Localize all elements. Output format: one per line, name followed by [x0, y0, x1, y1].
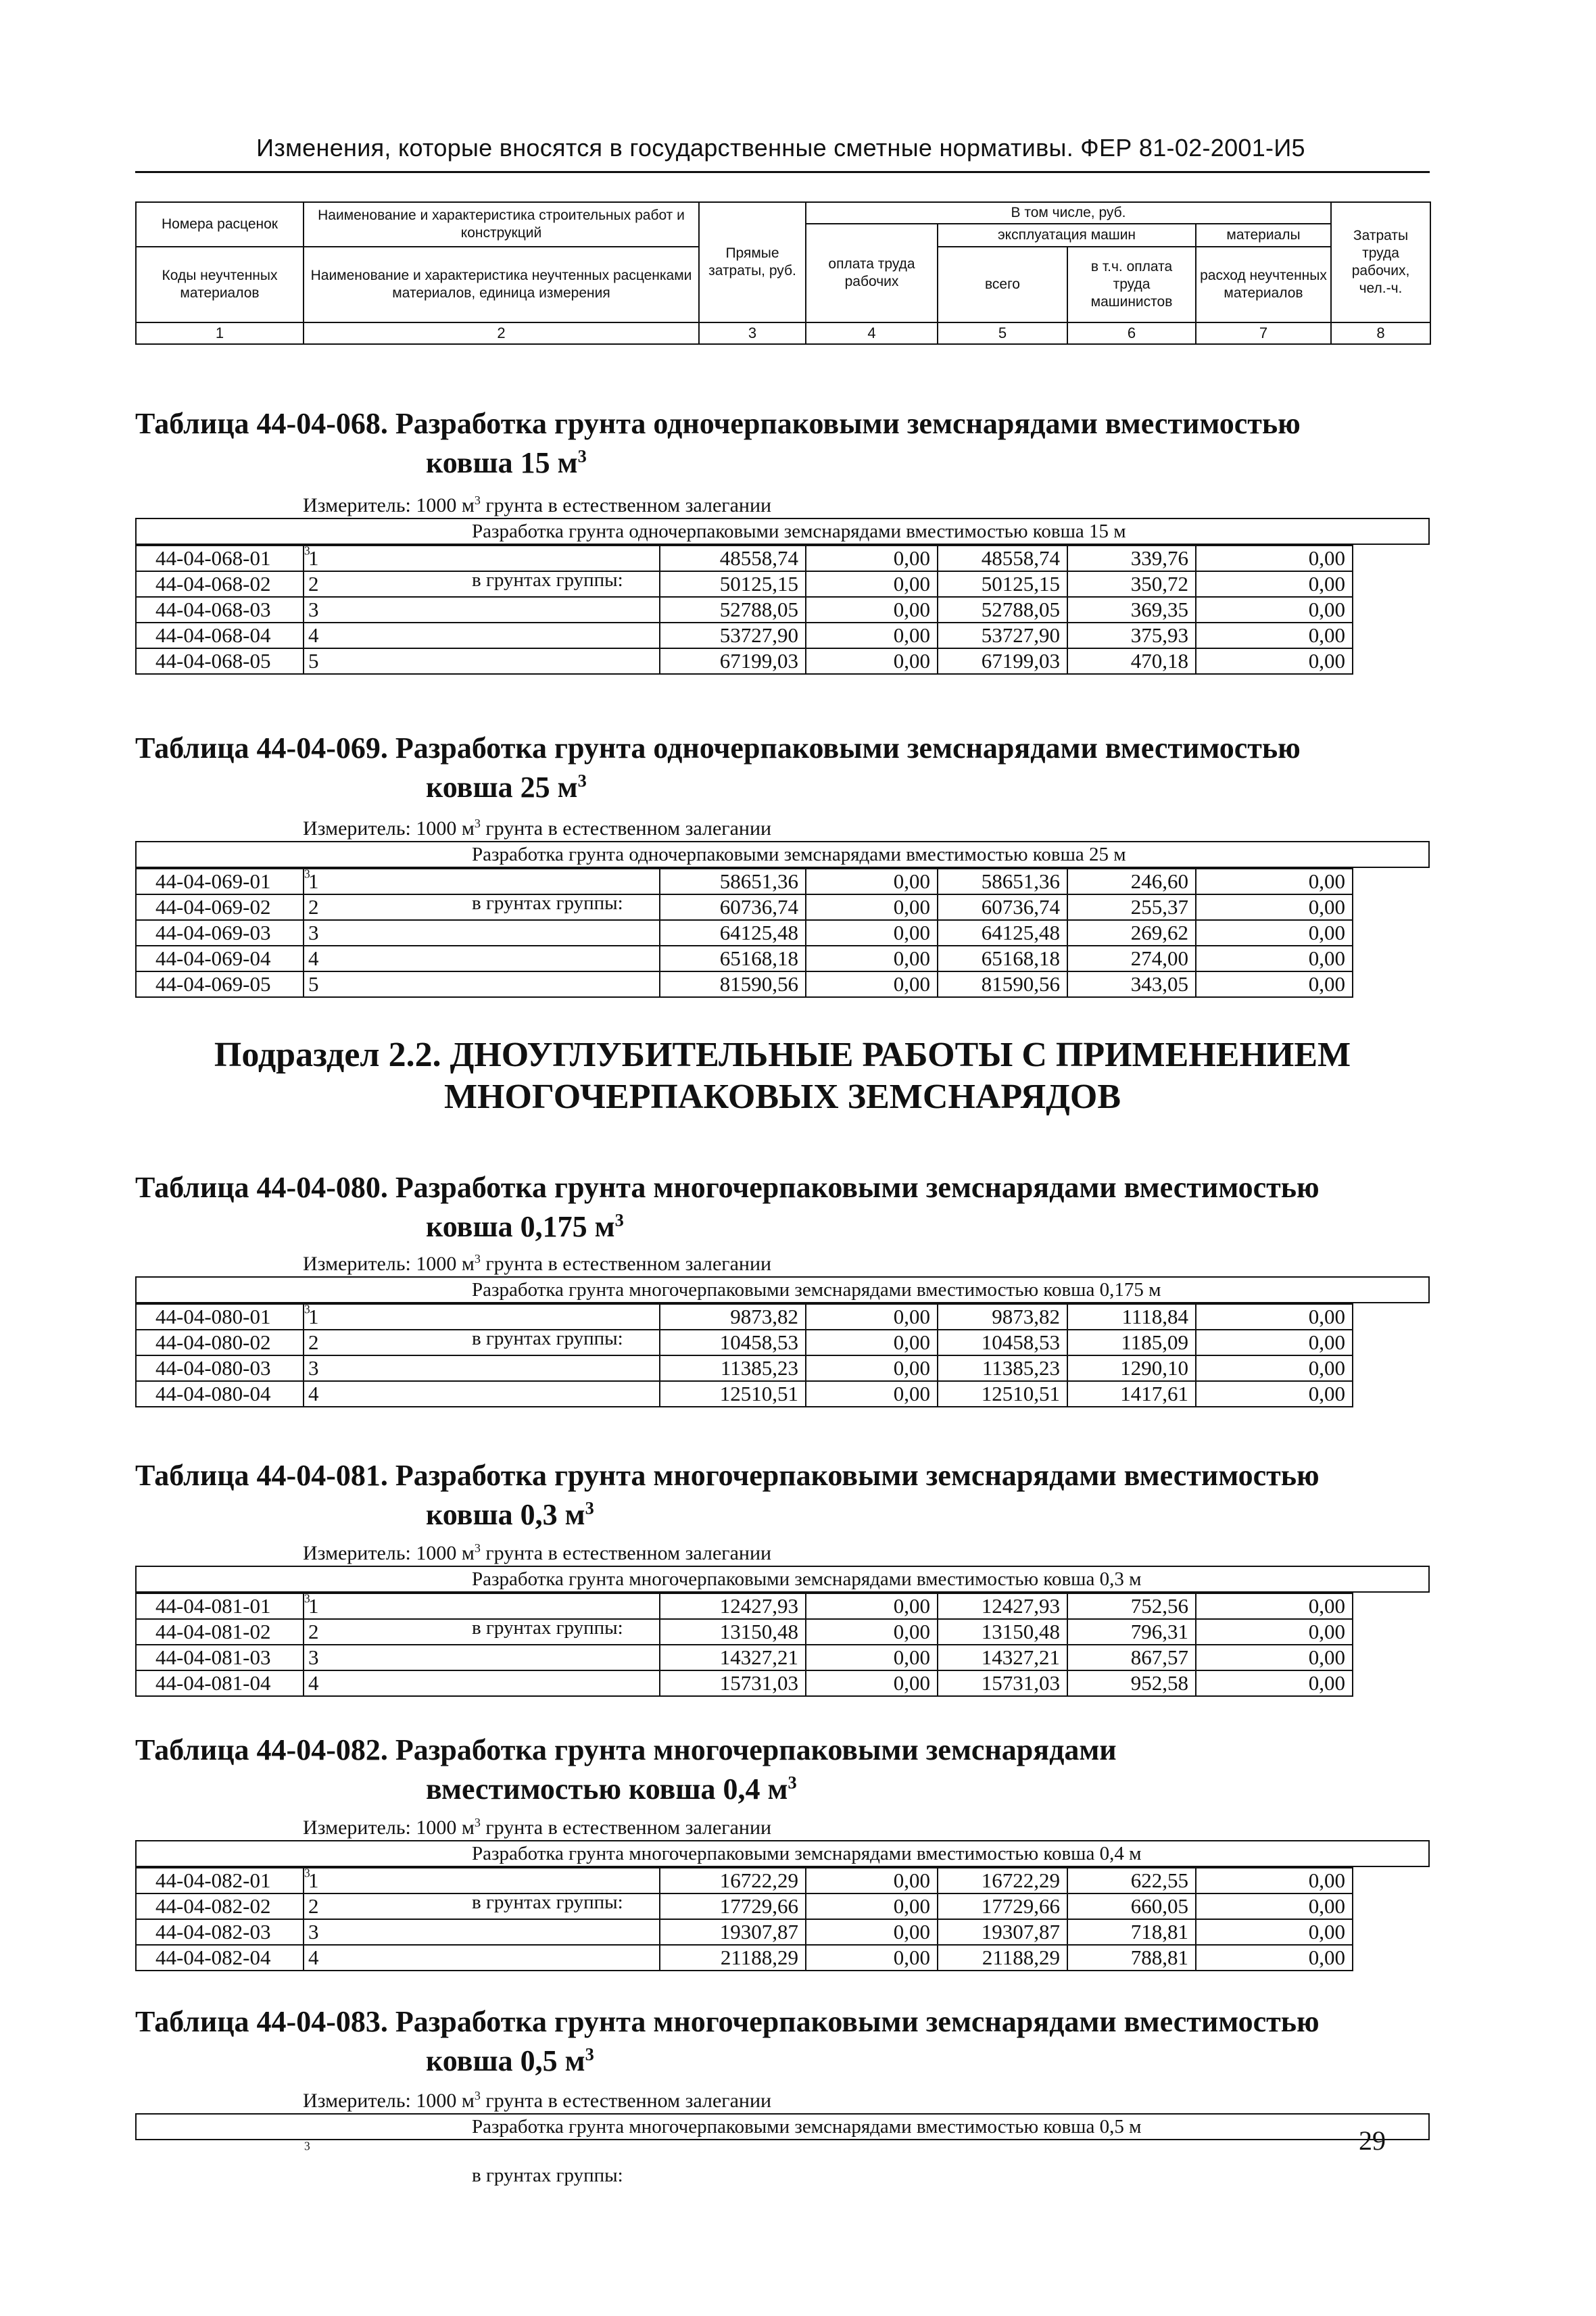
rate-code: 44-04-081-01	[136, 1593, 304, 1619]
header-rule	[135, 171, 1430, 173]
labor-pay: 0,00	[806, 1893, 938, 1919]
table-row	[136, 1593, 1353, 1619]
rates-block	[135, 841, 1430, 998]
operators-pay: 752,56	[1067, 1593, 1196, 1619]
machines-total: 65168,18	[938, 946, 1067, 971]
direct-costs: 60736,74	[660, 894, 806, 920]
direct-costs: 19307,87	[660, 1919, 806, 1945]
col-machines-total-header: всего	[938, 247, 1067, 322]
soil-group-number: 1	[304, 1304, 660, 1330]
operators-pay: 1185,09	[1067, 1330, 1196, 1355]
labor-hours: 0,00	[1196, 1645, 1353, 1670]
soil-group-caption: Разработка грунта многочерпаковыми земснарядами вместимостью ковша 0,5 м $^3$ в грунтах группы:	[135, 2115, 1430, 2140]
table-row	[136, 1355, 1353, 1381]
labor-hours: 0,00	[1196, 623, 1353, 648]
machines-total: 10458,53	[938, 1330, 1067, 1355]
soil-group-number: 4	[304, 1381, 660, 1407]
table-row	[136, 597, 1353, 623]
soil-group-caption: Разработка грунта одночерпаковыми земснарядами вместимостью ковша 25 м $^3$ в грунтах группы:	[135, 842, 1430, 868]
labor-hours: 0,00	[1196, 1919, 1353, 1945]
table-meter: Измеритель: 1000 $м^3$ грунта в естественном залегании	[303, 1541, 772, 1564]
labor-hours: 0,00	[1196, 571, 1353, 597]
rates-table	[135, 1303, 1353, 1407]
rates-block	[135, 518, 1430, 675]
operators-pay: 1417,61	[1067, 1381, 1196, 1407]
soil-group-number: 1	[304, 1868, 660, 1893]
rates-block	[135, 1840, 1430, 1971]
labor-pay: 0,00	[806, 1868, 938, 1893]
soil-group-number: 4	[304, 623, 660, 648]
labor-hours: 0,00	[1196, 971, 1353, 997]
soil-group-number: 5	[304, 971, 660, 997]
col-codes-header-bottom: Коды неучтенных материалов	[136, 247, 304, 322]
rate-code: 44-04-082-02	[136, 1893, 304, 1919]
rates-table	[135, 1593, 1353, 1697]
machines-total: 58651,36	[938, 869, 1067, 894]
direct-costs: 12427,93	[660, 1593, 806, 1619]
machines-total: 60736,74	[938, 894, 1067, 920]
table-row	[136, 648, 1353, 674]
col-materials-header: расход неучтенных материалов	[1196, 247, 1331, 322]
operators-pay: 343,05	[1067, 971, 1196, 997]
col-number: 8	[1331, 322, 1430, 344]
col-name-header-bottom: Наименование и характеристика неучтенных расценками материалов, единица измерения	[304, 247, 699, 322]
rates-table	[135, 1867, 1353, 1971]
labor-pay: 0,00	[806, 1355, 938, 1381]
soil-group-caption: Разработка грунта одночерпаковыми земснарядами вместимостью ковша 15 м $^3$ в грунтах группы:	[135, 519, 1430, 545]
soil-group-number: 2	[304, 1330, 660, 1355]
labor-hours: 0,00	[1196, 1868, 1353, 1893]
soil-group-caption: Разработка грунта многочерпаковыми земснарядами вместимостью ковша 0,3 м $^3$ в грунтах группы:	[135, 1567, 1430, 1593]
direct-costs: 52788,05	[660, 597, 806, 623]
machines-total: 11385,23	[938, 1355, 1067, 1381]
labor-pay: 0,00	[806, 971, 938, 997]
table-meter: Измеритель: 1000 $м^3$ грунта в естественном залегании	[303, 817, 772, 840]
labor-hours: 0,00	[1196, 1670, 1353, 1696]
rate-code: 44-04-080-04	[136, 1381, 304, 1407]
soil-group-number: 2	[304, 894, 660, 920]
labor-pay: 0,00	[806, 1304, 938, 1330]
soil-group-number: 1	[304, 546, 660, 571]
rate-code: 44-04-068-02	[136, 571, 304, 597]
subsection-heading: Подраздел 2.2. ДНОУГЛУБИТЕЛЬНЫЕ РАБОТЫ С ПРИМЕНЕНИЕМ МНОГОЧЕРПАКОВЫХ ЗЕМСНАРЯДОВ	[214, 1036, 1351, 1116]
machines-total: 21188,29	[938, 1945, 1067, 1971]
labor-pay: 0,00	[806, 1670, 938, 1696]
labor-pay: 0,00	[806, 648, 938, 674]
column-header-table	[135, 201, 1431, 345]
labor-hours: 0,00	[1196, 869, 1353, 894]
running-header: Изменения, которые вносятся в государственные сметные нормативы. ФЕР 81-02-2001-И5	[256, 134, 1305, 162]
table-row	[136, 920, 1353, 946]
col-labor-hours-header: Затраты труда рабочих, чел.-ч.	[1331, 202, 1430, 322]
table-title: Таблица 44-04-083. Разработка грунта многочерпаковыми земснарядами вместимостью ковша 0,5 $м^3$	[135, 2005, 1320, 2077]
rate-code: 44-04-069-02	[136, 894, 304, 920]
operators-pay: 470,18	[1067, 648, 1196, 674]
soil-group-number: 3	[304, 920, 660, 946]
rate-code: 44-04-081-04	[136, 1670, 304, 1696]
labor-hours: 0,00	[1196, 546, 1353, 571]
direct-costs: 11385,23	[660, 1355, 806, 1381]
table-row	[136, 1645, 1353, 1670]
labor-hours: 0,00	[1196, 1619, 1353, 1645]
col-codes-header-top: Номера расценок	[136, 202, 304, 247]
direct-costs: 12510,51	[660, 1381, 806, 1407]
operators-pay: 796,31	[1067, 1619, 1196, 1645]
operators-pay: 339,76	[1067, 546, 1196, 571]
col-number: 7	[1196, 322, 1331, 344]
soil-group-number: 3	[304, 597, 660, 623]
col-name-header-top: Наименование и характеристика строительных работ и конструкций	[304, 202, 699, 247]
labor-pay: 0,00	[806, 946, 938, 971]
table-row	[136, 1330, 1353, 1355]
rate-code: 44-04-069-01	[136, 869, 304, 894]
operators-pay: 246,60	[1067, 869, 1196, 894]
labor-hours: 0,00	[1196, 1593, 1353, 1619]
machines-header: эксплуатация машин	[938, 224, 1196, 247]
labor-hours: 0,00	[1196, 920, 1353, 946]
direct-costs: 64125,48	[660, 920, 806, 946]
soil-group-number: 2	[304, 571, 660, 597]
rate-code: 44-04-069-04	[136, 946, 304, 971]
machines-total: 48558,74	[938, 546, 1067, 571]
machines-total: 16722,29	[938, 1868, 1067, 1893]
soil-group-number: 3	[304, 1919, 660, 1945]
direct-costs: 65168,18	[660, 946, 806, 971]
soil-group-number: 5	[304, 648, 660, 674]
rates-table	[135, 868, 1353, 998]
incl-header: В том числе, руб.	[806, 202, 1331, 224]
table-row	[136, 869, 1353, 894]
table-title: Таблица 44-04-069. Разработка грунта одночерпаковыми земснарядами вместимостью ковша 25 $м^3$	[135, 731, 1301, 804]
operators-pay: 369,35	[1067, 597, 1196, 623]
direct-costs: 15731,03	[660, 1670, 806, 1696]
labor-pay: 0,00	[806, 546, 938, 571]
labor-hours: 0,00	[1196, 1945, 1353, 1971]
materials-header: материалы	[1196, 224, 1331, 247]
table-row	[136, 1868, 1353, 1893]
machines-total: 52788,05	[938, 597, 1067, 623]
table-meter: Измеритель: 1000 $м^3$ грунта в естественном залегании	[303, 1252, 772, 1275]
soil-group-caption: Разработка грунта многочерпаковыми земснарядами вместимостью ковша 0,4 м $^3$ в грунтах группы:	[135, 1841, 1430, 1867]
soil-group-number: 4	[304, 1670, 660, 1696]
rate-code: 44-04-080-03	[136, 1355, 304, 1381]
soil-group-number: 4	[304, 946, 660, 971]
table-row	[136, 1919, 1353, 1945]
direct-costs: 48558,74	[660, 546, 806, 571]
rate-code: 44-04-068-04	[136, 623, 304, 648]
operators-pay: 660,05	[1067, 1893, 1196, 1919]
col-direct-costs-header: Прямые затраты, руб.	[699, 202, 806, 322]
col-number: 3	[699, 322, 806, 344]
machines-total: 81590,56	[938, 971, 1067, 997]
labor-pay: 0,00	[806, 597, 938, 623]
table-row	[136, 1893, 1353, 1919]
table-meter: Измеритель: 1000 $м^3$ грунта в естественном залегании	[303, 1816, 772, 1839]
machines-total: 9873,82	[938, 1304, 1067, 1330]
labor-pay: 0,00	[806, 571, 938, 597]
operators-pay: 718,81	[1067, 1919, 1196, 1945]
direct-costs: 50125,15	[660, 571, 806, 597]
labor-hours: 0,00	[1196, 1893, 1353, 1919]
labor-pay: 0,00	[806, 894, 938, 920]
machines-total: 50125,15	[938, 571, 1067, 597]
machines-total: 12510,51	[938, 1381, 1067, 1407]
rates-table	[135, 545, 1353, 675]
labor-pay: 0,00	[806, 1945, 938, 1971]
rate-code: 44-04-068-03	[136, 597, 304, 623]
soil-group-number: 4	[304, 1945, 660, 1971]
rate-code: 44-04-068-05	[136, 648, 304, 674]
operators-pay: 1290,10	[1067, 1355, 1196, 1381]
soil-group-number: 2	[304, 1619, 660, 1645]
labor-hours: 0,00	[1196, 1355, 1353, 1381]
labor-hours: 0,00	[1196, 894, 1353, 920]
labor-pay: 0,00	[806, 1645, 938, 1670]
table-row	[136, 1381, 1353, 1407]
machines-total: 19307,87	[938, 1919, 1067, 1945]
table-row	[136, 1304, 1353, 1330]
direct-costs: 14327,21	[660, 1645, 806, 1670]
soil-group-number: 3	[304, 1645, 660, 1670]
direct-costs: 9873,82	[660, 1304, 806, 1330]
labor-hours: 0,00	[1196, 946, 1353, 971]
col-operators-header: в т.ч. оплата труда машинистов	[1067, 247, 1196, 322]
labor-hours: 0,00	[1196, 1381, 1353, 1407]
table-title: Таблица 44-04-081. Разработка грунта многочерпаковыми земснарядами вместимостью ковша 0,3 $м^3$	[135, 1459, 1320, 1531]
machines-total: 15731,03	[938, 1670, 1067, 1696]
direct-costs: 58651,36	[660, 869, 806, 894]
rates-block	[135, 1566, 1430, 1697]
soil-group-number: 3	[304, 1355, 660, 1381]
direct-costs: 16722,29	[660, 1868, 806, 1893]
soil-group-number: 1	[304, 1593, 660, 1619]
labor-pay: 0,00	[806, 623, 938, 648]
rate-code: 44-04-069-05	[136, 971, 304, 997]
labor-hours: 0,00	[1196, 597, 1353, 623]
labor-pay: 0,00	[806, 1330, 938, 1355]
direct-costs: 17729,66	[660, 1893, 806, 1919]
labor-hours: 0,00	[1196, 648, 1353, 674]
rate-code: 44-04-080-01	[136, 1304, 304, 1330]
direct-costs: 21188,29	[660, 1945, 806, 1971]
machines-total: 13150,48	[938, 1619, 1067, 1645]
operators-pay: 350,72	[1067, 571, 1196, 597]
machines-total: 67199,03	[938, 648, 1067, 674]
soil-group-caption: Разработка грунта многочерпаковыми земснарядами вместимостью ковша 0,175 м $^3$ в грунтах группы:	[135, 1278, 1430, 1303]
operators-pay: 269,62	[1067, 920, 1196, 946]
labor-hours: 0,00	[1196, 1330, 1353, 1355]
col-number: 1	[136, 322, 304, 344]
labor-pay: 0,00	[806, 869, 938, 894]
table-row	[136, 1670, 1353, 1696]
table-title: Таблица 44-04-068. Разработка грунта одночерпаковыми земснарядами вместимостью ковша 15 $м^3$	[135, 407, 1301, 479]
table-row	[136, 1945, 1353, 1971]
col-number: 4	[806, 322, 938, 344]
operators-pay: 274,00	[1067, 946, 1196, 971]
machines-total: 14327,21	[938, 1645, 1067, 1670]
labor-pay: 0,00	[806, 920, 938, 946]
rate-code: 44-04-069-03	[136, 920, 304, 946]
col-number: 5	[938, 322, 1067, 344]
operators-pay: 1118,84	[1067, 1304, 1196, 1330]
direct-costs: 67199,03	[660, 648, 806, 674]
table-meter: Измеритель: 1000 $м^3$ грунта в естественном залегании	[303, 493, 772, 516]
operators-pay: 375,93	[1067, 623, 1196, 648]
col-number: 6	[1067, 322, 1196, 344]
table-row	[136, 1619, 1353, 1645]
direct-costs: 13150,48	[660, 1619, 806, 1645]
rate-code: 44-04-080-02	[136, 1330, 304, 1355]
rate-code: 44-04-082-03	[136, 1919, 304, 1945]
rate-code: 44-04-081-03	[136, 1645, 304, 1670]
col-number: 2	[304, 322, 699, 344]
soil-group-number: 2	[304, 1893, 660, 1919]
machines-total: 53727,90	[938, 623, 1067, 648]
rate-code: 44-04-082-01	[136, 1868, 304, 1893]
table-title: Таблица 44-04-080. Разработка грунта многочерпаковыми земснарядами вместимостью ковша 0,175 $м^3$	[135, 1171, 1320, 1243]
table-title: Таблица 44-04-082. Разработка грунта многочерпаковыми земснарядами вместимостью ковша 0,4 $м^3$	[135, 1733, 1117, 1806]
table-row	[136, 971, 1353, 997]
labor-pay: 0,00	[806, 1919, 938, 1945]
col-labor-header: оплата труда рабочих	[806, 224, 938, 322]
soil-group-number: 1	[304, 869, 660, 894]
machines-total: 17729,66	[938, 1893, 1067, 1919]
table-row	[136, 571, 1353, 597]
operators-pay: 788,81	[1067, 1945, 1196, 1971]
table-meter: Измеритель: 1000 $м^3$ грунта в естественном залегании	[303, 2089, 772, 2112]
operators-pay: 622,55	[1067, 1868, 1196, 1893]
operators-pay: 952,58	[1067, 1670, 1196, 1696]
rates-block	[135, 1276, 1430, 1407]
rate-code: 44-04-068-01	[136, 546, 304, 571]
operators-pay: 255,37	[1067, 894, 1196, 920]
labor-hours: 0,00	[1196, 1304, 1353, 1330]
table-row	[136, 894, 1353, 920]
direct-costs: 53727,90	[660, 623, 806, 648]
direct-costs: 10458,53	[660, 1330, 806, 1355]
labor-pay: 0,00	[806, 1619, 938, 1645]
operators-pay: 867,57	[1067, 1645, 1196, 1670]
labor-pay: 0,00	[806, 1381, 938, 1407]
machines-total: 12427,93	[938, 1593, 1067, 1619]
table-row	[136, 623, 1353, 648]
direct-costs: 81590,56	[660, 971, 806, 997]
machines-total: 64125,48	[938, 920, 1067, 946]
rate-code: 44-04-082-04	[136, 1945, 304, 1971]
page-number: 29	[1359, 2125, 1386, 2156]
table-row	[136, 946, 1353, 971]
rate-code: 44-04-081-02	[136, 1619, 304, 1645]
table-row	[136, 546, 1353, 571]
labor-pay: 0,00	[806, 1593, 938, 1619]
